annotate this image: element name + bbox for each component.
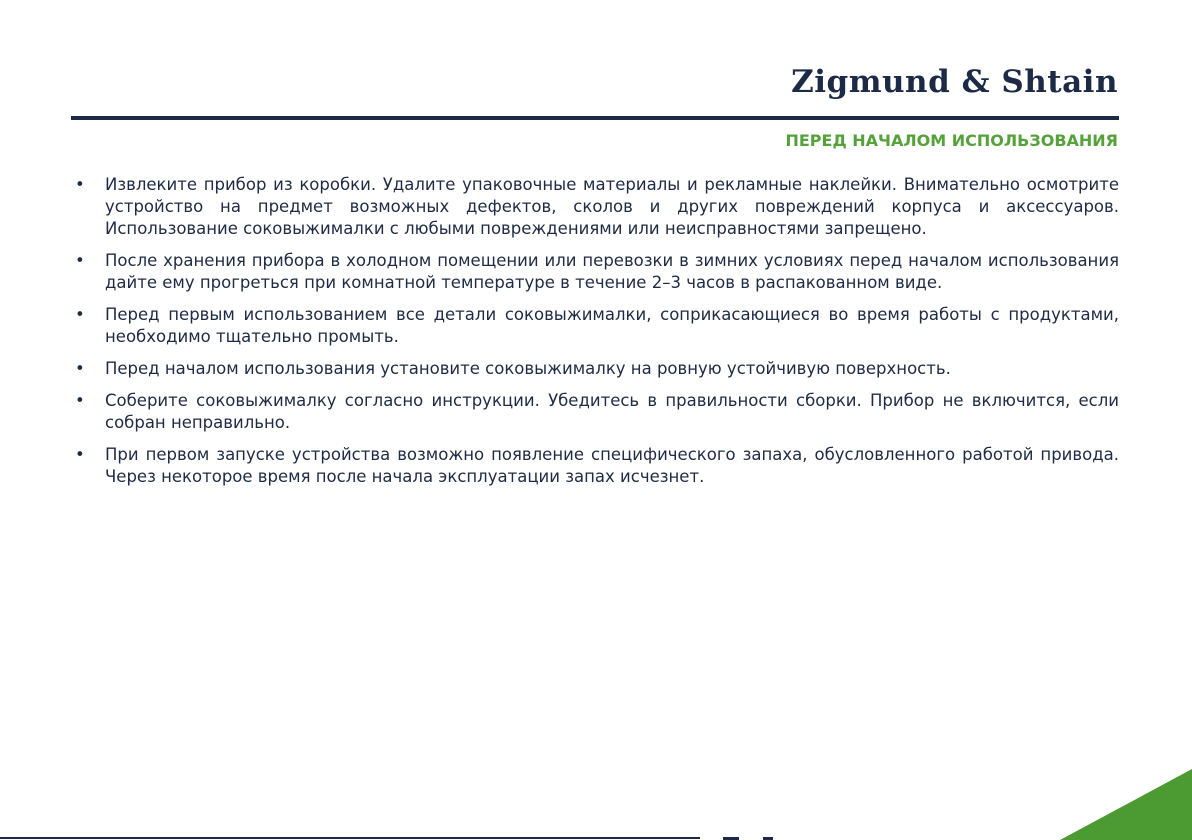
footer-divider xyxy=(0,837,700,839)
corner-triangle-decoration xyxy=(1060,769,1192,840)
bullet-icon: • xyxy=(75,305,85,324)
section-title: ПЕРЕД НАЧАЛОМ ИСПОЛЬЗОВАНИЯ xyxy=(785,131,1118,150)
list-item-text: При первом запуске устройства возможно появление специфического запаха, обусловленного работой привода. Через некоторое время после начала эксплуатации запах исчезнет. xyxy=(105,445,1119,486)
list-item xyxy=(71,250,1119,294)
list-item xyxy=(71,304,1119,348)
list-item-text: Соберите соковыжималку согласно инструкции. Убедитесь в правильности сборки. Прибор не включится, если собран неправильно. xyxy=(105,391,1119,432)
list-item xyxy=(71,358,1119,380)
bullet-icon: • xyxy=(75,445,85,464)
bullet-icon: • xyxy=(75,391,85,410)
list-item-text: После хранения прибора в холодном помещении или перевозки в зимних условиях перед началом использования дайте ему прогреться при комнатной температуре в течение 2–3 часов в распакованном виде. xyxy=(105,251,1119,292)
list-item-text: Перед первым использованием все детали соковыжималки, соприкасающиеся во время работы с продуктами, необходимо тщательно промыть. xyxy=(105,305,1119,346)
bullet-icon: • xyxy=(75,359,85,378)
instruction-list xyxy=(71,174,1119,498)
list-item xyxy=(71,174,1119,240)
header-divider xyxy=(71,116,1119,120)
bullet-icon: • xyxy=(75,251,85,270)
list-item xyxy=(71,444,1119,488)
brand-logo: Zigmund & Shtain xyxy=(791,64,1118,100)
bullet-icon: • xyxy=(75,175,85,194)
list-item xyxy=(71,390,1119,434)
list-item-text: Извлеките прибор из коробки. Удалите упаковочные материалы и рекламные наклейки. Внимательно осмотрите устройство на предмет возможных дефектов, сколов и других повреждений корпуса и аксессуаров. Использование соковыжималки с любыми повреждениями или неисправностями запрещено. xyxy=(105,175,1119,238)
list-item-text: Перед началом использования установите соковыжималку на ровную устойчивую поверхность. xyxy=(105,359,951,378)
